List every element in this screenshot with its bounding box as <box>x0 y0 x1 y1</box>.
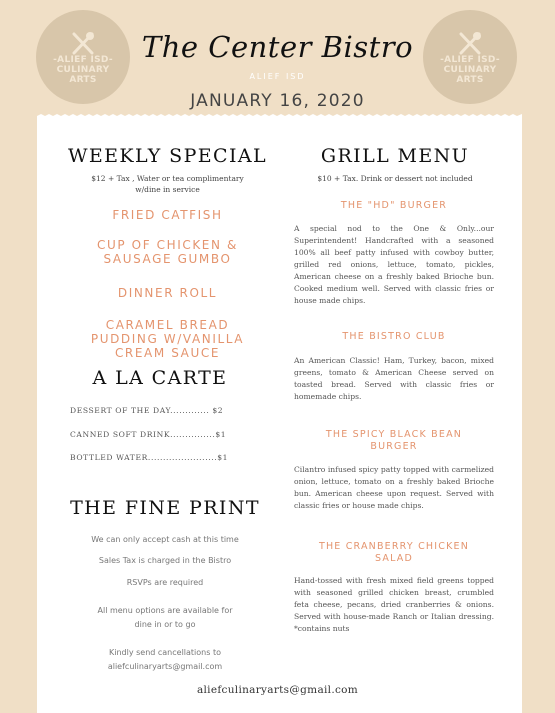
grill-item-description: Hand-tossed with fresh mixed field greens topped with seasoned grilled chicken breast, crumbled feta cheese, pecans, dried cranberries & onions. Served with house-made Ranch or Italian dressing. *contains nuts <box>294 576 494 633</box>
fine-print-line: All menu options are available for dine in or to go <box>97 606 233 629</box>
special-item: DINNER ROLL <box>117 286 218 300</box>
grill-item-description: Cilantro infused spicy patty topped with carmelized onion, lettuce, tomato on a freshly baked Brioche bun. American cheese upon request. Served with classic fries or house made chips. <box>294 465 494 510</box>
page-title: The Center Bistro <box>141 30 414 64</box>
grill-item-description: A special nod to the One & Only...our Superintendent! Handcrafted with a seasoned 100% all beef patty infused with cowboy butter, grilled red onions, lettuce, tomato, pickles, American cheese on a freshly baked Brioche bun. Cooked medium well. Served with classic fries or house made chips. <box>294 224 494 305</box>
carte-item: CANNED SOFT DRINK...............$1 <box>70 430 227 439</box>
weekly-special-note: $12 + Tax , Water or tea complimentary w/dine in service <box>91 174 244 194</box>
logo-text: -ALIEF ISD- CULINARY ARTS <box>440 55 500 85</box>
logo-text: -ALIEF ISD- CULINARY ARTS <box>53 55 113 85</box>
grill-item-name: THE CRANBERRY CHICKEN SALAD <box>318 541 470 564</box>
page-subtitle: ALIEF ISD <box>249 72 306 81</box>
fine-print-heading: THE FINE PRINT <box>70 497 260 519</box>
menu-date: JANUARY 16, 2020 <box>190 91 365 111</box>
fine-print-line: RSVPs are required <box>126 578 204 587</box>
weekly-special-heading: WEEKLY SPECIAL <box>67 145 268 167</box>
special-item: FRIED CATFISH <box>112 208 223 222</box>
a-la-carte-heading: A LA CARTE <box>92 367 228 389</box>
grill-menu-heading: GRILL MENU <box>320 145 470 167</box>
fine-print-line: Sales Tax is charged in the Bistro <box>98 556 232 565</box>
contact-email: aliefculinaryarts@gmail.com <box>196 684 359 696</box>
carte-item: BOTTLED WATER.......................$1 <box>70 453 229 462</box>
grill-item-name: THE "HD" BURGER <box>340 200 448 211</box>
special-item: CUP OF CHICKEN & SAUSAGE GUMBO <box>97 238 238 266</box>
grill-item-description: An American Classic! Ham, Turkey, bacon, mixed greens, tomato & American Cheese served on toasted bread. Served with classic fries or homemade chips. <box>294 356 494 401</box>
grill-item-name: THE BISTRO CLUB <box>342 331 446 342</box>
special-item: CARAMEL BREAD PUDDING W/VANILLA CREAM SAUCE <box>90 318 245 360</box>
grill-item-name: THE SPICY BLACK BEAN BURGER <box>325 429 463 452</box>
fine-print-line: We can only accept cash at this time <box>91 535 239 544</box>
carte-item: DESSERT OF THE DAY............. $2 <box>70 406 224 415</box>
grill-menu-note: $10 + Tax. Drink or dessert not included <box>317 174 473 183</box>
fine-print-line: Kindly send cancellations to aliefculinaryarts@gmail.com <box>107 648 223 671</box>
